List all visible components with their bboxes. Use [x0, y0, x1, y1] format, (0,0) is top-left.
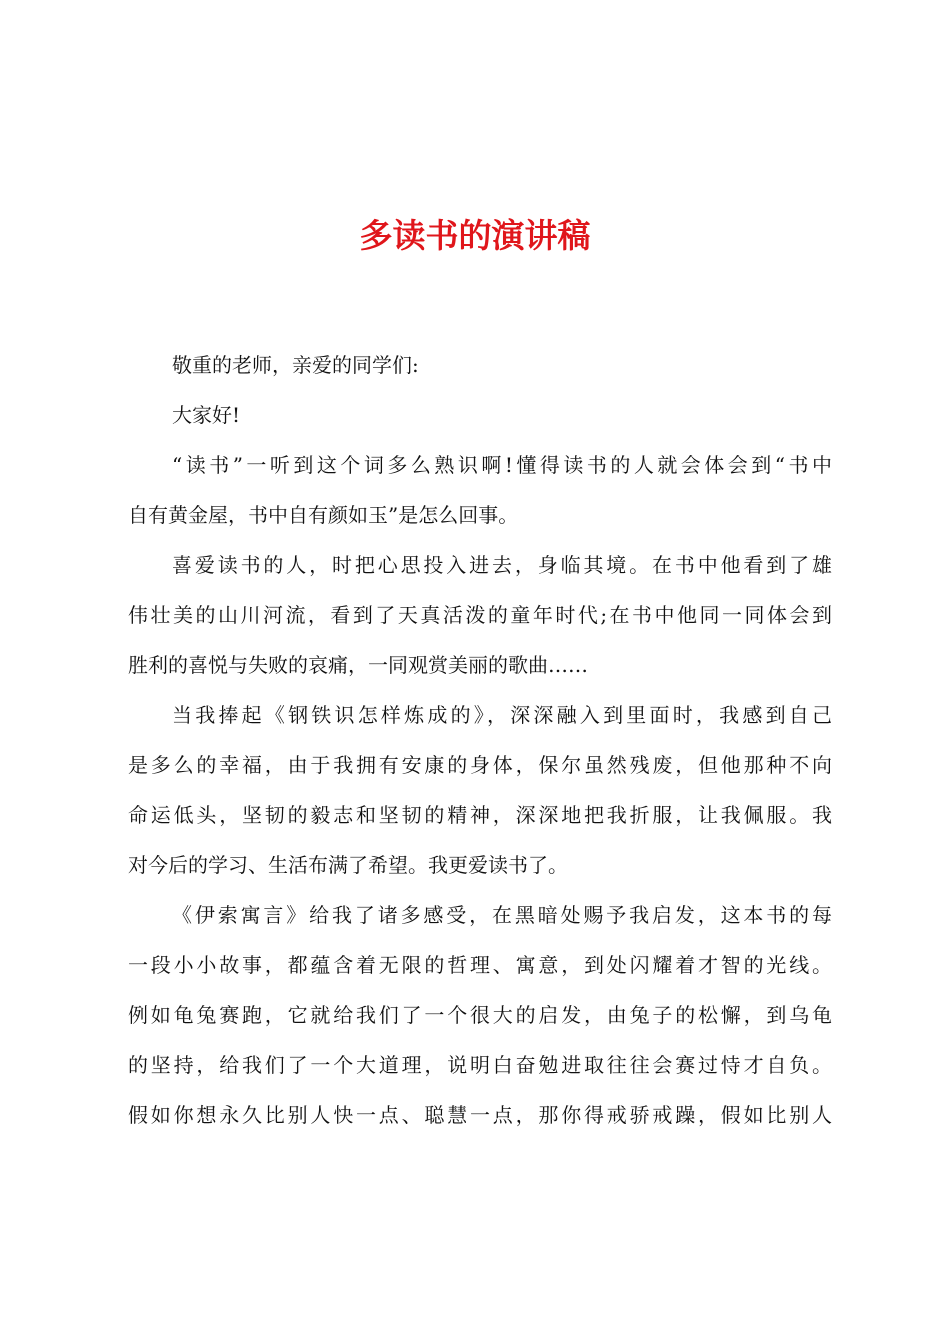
greeting-line: 大家好!: [172, 403, 241, 427]
paragraph-3-line-3: 命运低头，坚韧的毅志和坚韧的精神，深深地把我折服，让我佩服。我: [128, 803, 832, 827]
paragraph-4-line-5: 假如你想永久比别人快一点、聪慧一点，那你得戒骄戒躁，假如比别人: [128, 1103, 832, 1127]
paragraph-1-line-2: 自有黄金屋，书中自有颜如玉”是怎么回事。: [128, 503, 519, 527]
paragraph-4-line-3: 例如龟兔赛跑，它就给我们了一个很大的启发，由兔子的松懈，到乌龟: [128, 1003, 832, 1027]
paragraph-4-line-1: 《伊索寓言》给我了诸多感受，在黑暗处赐予我启发，这本书的每: [172, 903, 832, 927]
paragraph-2-line-3: 胜利的喜悦与失败的哀痛，一同观赏美丽的歌曲……: [128, 653, 588, 677]
paragraph-4-line-2: 一段小小故事，都蕴含着无限的哲理、寓意，到处闪耀着才智的光线。: [128, 953, 832, 977]
paragraph-2-line-2: 伟壮美的山川河流，看到了天真活泼的童年时代;在书中他同一同体会到: [128, 603, 832, 627]
paragraph-3-line-2: 是多么的幸福，由于我拥有安康的身体，保尔虽然残废，但他那种不向: [128, 753, 832, 777]
paragraph-4-line-4: 的坚持，给我们了一个大道理，说明白奋勉进取往往会赛过恃才自负。: [128, 1053, 832, 1077]
paragraph-3-line-4: 对今后的学习、生活布满了希望。我更爱读书了。: [128, 853, 568, 877]
paragraph-1-line-1: “读书”一听到这个词多么熟识啊!懂得读书的人就会体会到“书中: [172, 453, 832, 477]
document-title: 多读书的演讲稿: [359, 216, 591, 255]
paragraph-3-line-1: 当我捧起《钢铁识怎样炼成的》，深深融入到里面时，我感到自己: [172, 703, 832, 727]
document-body: [128, 340, 832, 1140]
paragraph-2-line-1: 喜爱读书的人，时把心思投入进去，身临其境。在书中他看到了雄: [172, 553, 832, 577]
salutation-line: 敬重的老师，亲爱的同学们:: [172, 353, 419, 377]
